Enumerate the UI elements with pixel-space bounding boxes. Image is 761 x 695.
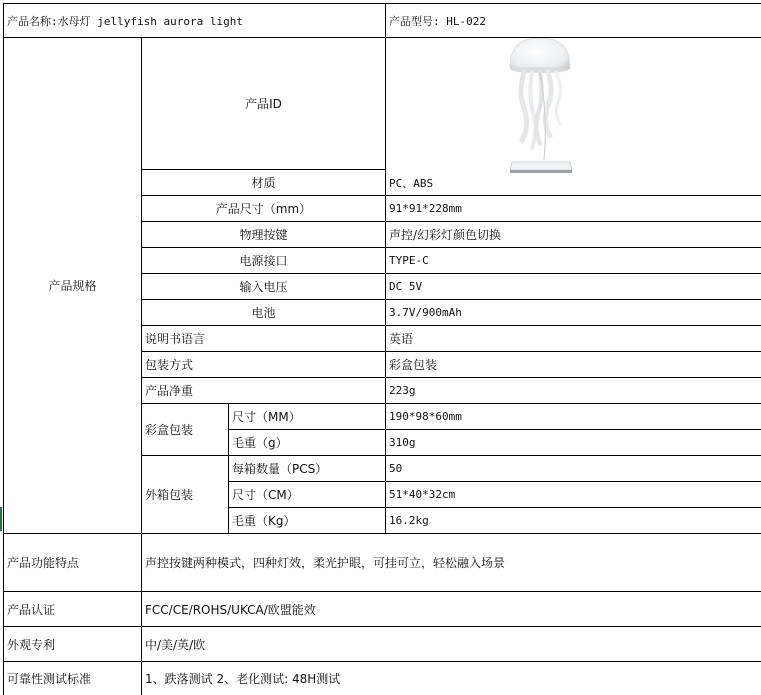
spec-value: PC、ABS [389,176,434,190]
certification-label: 产品认证 [7,602,56,617]
product-name-cell [4,4,385,37]
spec-value: 英语 [389,332,414,346]
reliability-value: 1、跌落测试 2、老化测试: 48H测试 [145,672,341,686]
outer-box-sub-label-cell [229,482,385,507]
color-box-value: 190*98*60mm [389,410,462,423]
cell-selection-marker [0,507,2,531]
features-label-cell [4,534,141,591]
spec-value-cell [386,326,761,351]
outer-box-sub-label-cell [229,508,385,533]
spec-value: 3.7V/900mAh [389,306,462,319]
spec-value-cell [386,274,761,299]
spec-section-label: 产品规格 [48,279,97,293]
color-box-sub-label-cell [229,430,385,455]
spec-label: 材质 [251,176,276,190]
color-box-value-cell [386,404,761,429]
spec-value: 223g [389,384,416,397]
spec-section-cell [4,38,141,533]
spec-value: 彩盒包装 [389,358,438,372]
outer-box-sub-label: 毛重（Kg） [232,514,296,528]
spec-label: 电池 [251,306,276,320]
outer-box-value-cell [386,508,761,533]
product-model-cell [386,4,761,37]
product-model: 产品型号: HL-022 [389,14,486,28]
product-id-cell [142,38,385,169]
spec-label-cell [142,170,385,195]
spec-label: 电源接口 [239,254,288,268]
spec-label: 说明书语言 [145,332,206,346]
color-box-label: 彩盒包装 [145,423,194,437]
outer-box-value: 16.2kg [389,514,429,527]
spec-label-cell [142,222,385,247]
patent-value-cell [142,627,761,661]
jellyfish-lamp-image [478,38,608,178]
outer-box-sub-label: 每箱数量（PCS） [232,462,328,476]
spec-label: 产品尺寸（mm） [215,202,312,216]
spec-label: 物理按键 [239,228,288,242]
product-name: 产品名称:水母灯 jellyfish aurora light [7,14,243,28]
product-id-label: 产品ID [245,97,282,111]
spec-value-cell [386,222,761,247]
spec-label-cell [142,274,385,299]
spec-value: 91*91*228mm [389,202,462,215]
outer-box-sub-label: 尺寸（CM） [232,488,299,502]
spec-label-cell [142,196,385,221]
color-box-cell [142,404,228,455]
reliability-label-cell [4,662,141,695]
spec-label-cell [142,352,385,377]
certification-value: FCC/CE/ROHS/UKCA/欧盟能效 [145,602,316,617]
spec-label-cell [142,326,385,351]
outer-box-cell [142,456,228,533]
patent-value: 中/美/英/欧 [145,637,206,652]
features-value: 声控按键两种模式，四种灯效，柔光护眼，可挂可立，轻松融入场景 [145,556,506,570]
color-box-sub-label: 毛重（g） [232,436,288,450]
spec-value: TYPE-C [389,254,429,267]
spec-label-cell [142,378,385,403]
reliability-value-cell [142,662,761,695]
spec-value-cell [386,378,761,403]
outer-box-value: 51*40*32cm [389,488,456,501]
spec-label-cell [142,248,385,273]
spec-value-cell [386,300,761,325]
spec-label: 输入电压 [239,280,288,294]
outer-box-value: 50 [389,462,403,475]
spec-label: 包装方式 [145,358,194,372]
color-box-value-cell [386,430,761,455]
spec-value-cell [386,196,761,221]
patent-label-cell [4,627,141,661]
features-label: 产品功能特点 [7,556,80,570]
certification-label-cell [4,592,141,626]
spec-value: DC 5V [389,280,423,293]
spec-value: 声控/幻彩灯颜色切换 [389,228,502,242]
spec-label-cell [142,300,385,325]
features-value-cell [142,534,761,591]
color-box-sub-label-cell [229,404,385,429]
outer-box-value-cell [386,482,761,507]
patent-label: 外观专利 [7,637,56,652]
spec-label: 产品净重 [145,384,194,398]
spec-value-cell [386,170,761,195]
spec-value-cell [386,352,761,377]
product-image [478,38,608,178]
outer-box-value-cell [386,456,761,481]
outer-box-sub-label-cell [229,456,385,481]
certification-value-cell [142,592,761,626]
outer-box-label: 外箱包装 [145,488,194,502]
reliability-label: 可靠性测试标准 [7,672,92,686]
color-box-value: 310g [389,436,416,449]
color-box-sub-label: 尺寸（MM） [232,410,301,424]
spec-value-cell [386,248,761,273]
